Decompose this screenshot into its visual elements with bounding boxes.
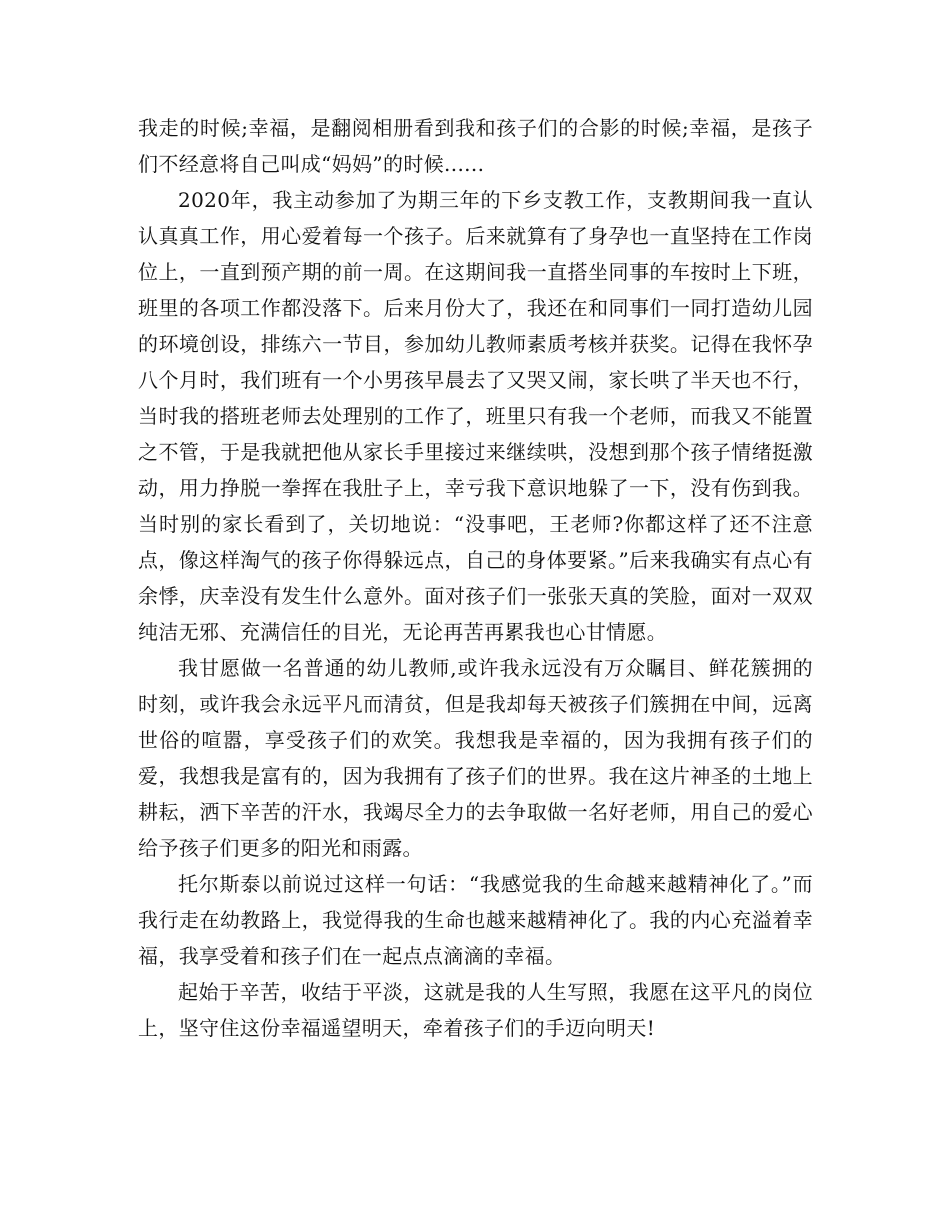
- paragraph-1: 我走的时候;幸福，是翻阅相册看到我和孩子们的合影的时候;幸福，是孩子们不经意将自己叫成“妈妈”的时候......: [138, 116, 813, 176]
- paragraph-4: 托尔斯泰以前说过这样一句话：“我感觉我的生命越来越精神化了。”而我行走在幼教路上，我觉得我的生命也越来越精神化了。我的内心充溢着幸福，我享受着和孩子们在一起点点滴滴的幸福。: [138, 872, 813, 968]
- paragraph-5: 起始于辛苦，收结于平淡，这就是我的人生写照，我愿在这平凡的岗位上，坚守住这份幸福遥望明天，牵着孩子们的手迈向明天!: [138, 980, 813, 1040]
- paragraph-2: 2020年，我主动参加了为期三年的下乡支教工作，支教期间我一直认认真真工作，用心爱着每一个孩子。后来就算有了身孕也一直坚持在工作岗位上，一直到预产期的前一周。在这期间我一直搭坐同事的车按时上下班，班里的各项工作都没落下。后来月份大了，我还在和同事们一同打造幼儿园的环境创设，排练六一节目，参加幼儿教师素质考核并获奖。记得在我怀孕八个月时，我们班有一个小男孩早晨去了又哭又闹，家长哄了半天也不行，当时我的搭班老师去处理别的工作了，班里只有我一个老师，而我又不能置之不管，于是我就把他从家长手里接过来继续哄，没想到那个孩子情绪挺激动，用力挣脱一拳挥在我肚子上，幸亏我下意识地躲了一下，没有伤到我。当时别的家长看到了，关切地说：“没事吧，王老师?你都这样了还不注意点，像这样淘气的孩子你得躲远点，自己的身体要紧。”后来我确实有点心有余悸，庆幸没有发生什么意外。面对孩子们一张张天真的笑脸，面对一双双纯洁无邪、充满信任的目光，无论再苦再累我也心甘情愿。: [138, 188, 813, 644]
- document-page: [138, 110, 813, 1046]
- paragraph-3: 我甘愿做一名普通的幼儿教师,或许我永远没有万众瞩目、鲜花簇拥的时刻，或许我会永远平凡而清贫，但是我却每天被孩子们簇拥在中间，远离世俗的喧嚣，享受孩子们的欢笑。我想我是幸福的，因为我拥有孩子们的爱，我想我是富有的，因为我拥有了孩子们的世界。我在这片神圣的土地上耕耘，洒下辛苦的汗水，我竭尽全力的去争取做一名好老师，用自己的爱心给予孩子们更多的阳光和雨露。: [138, 656, 813, 860]
